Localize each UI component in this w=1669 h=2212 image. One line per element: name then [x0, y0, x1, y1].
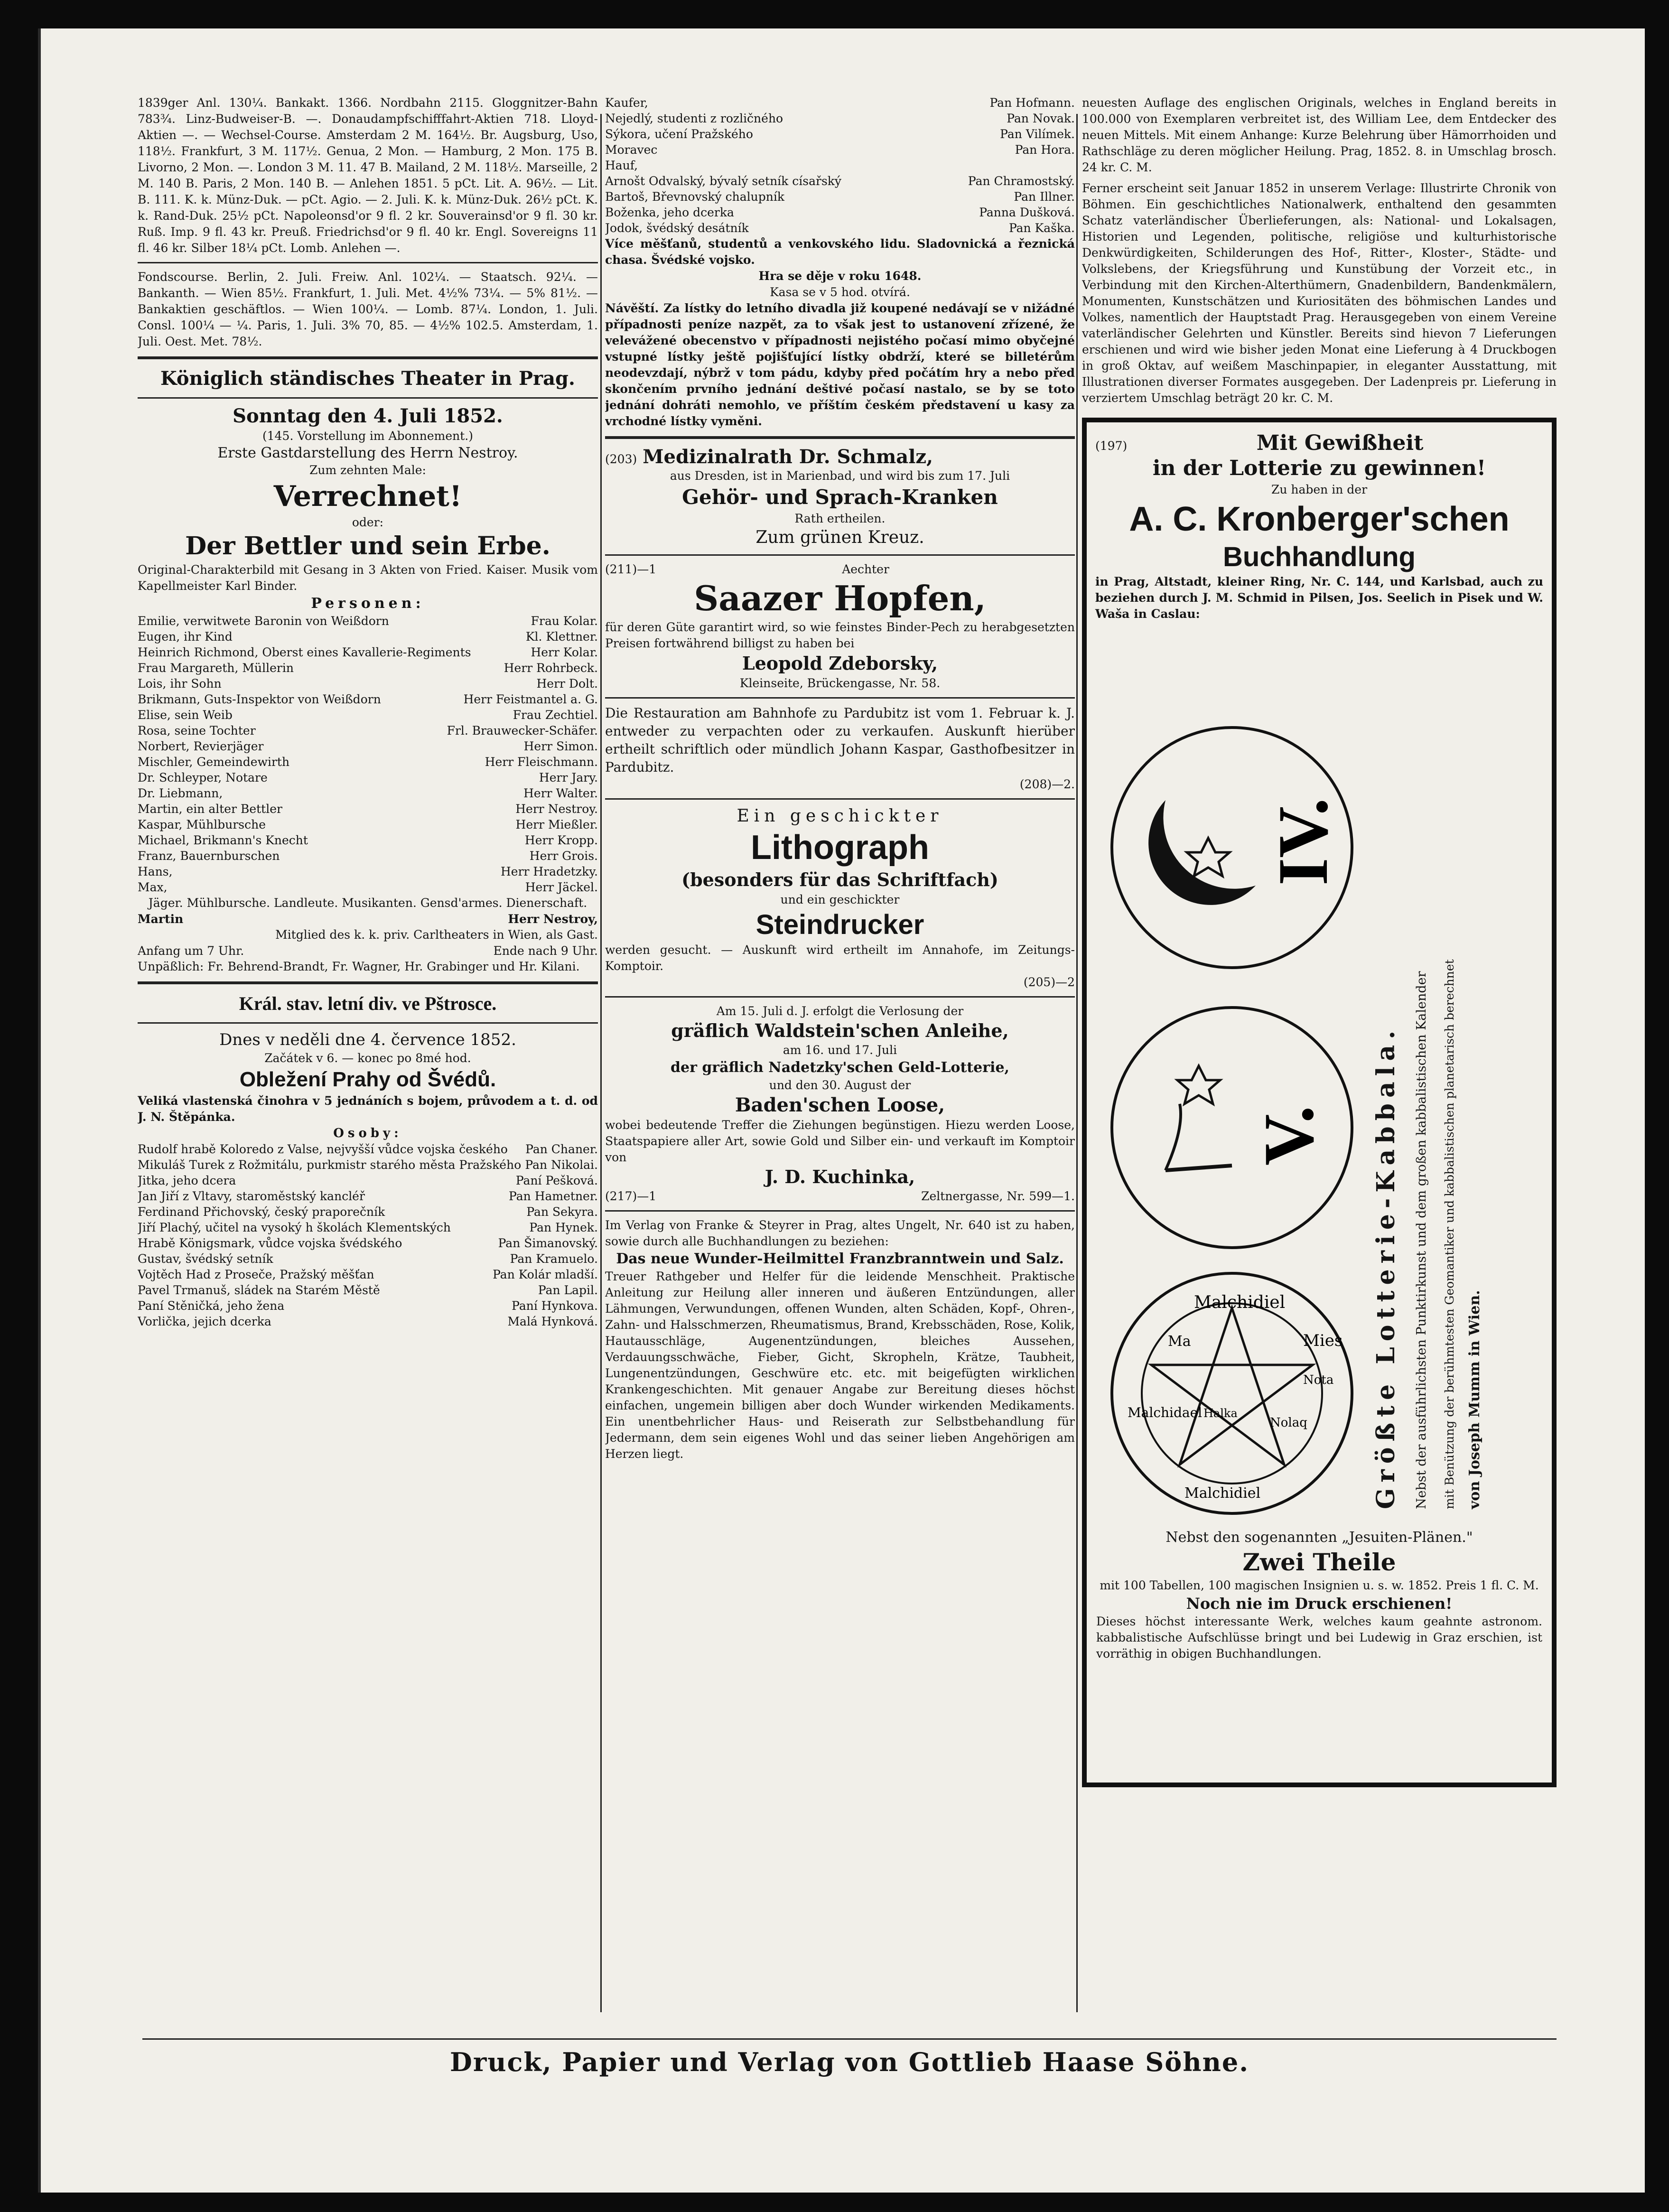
vertical-text: Nebst der ausführlichsten Punktirkunst und dem großen kabbalistischen Kalender	[1414, 971, 1429, 1509]
moon-seal	[1110, 726, 1353, 969]
divider	[138, 356, 598, 359]
sickle-seal	[1110, 1006, 1353, 1249]
column-rule	[600, 114, 602, 2012]
ad-name: Leopold Zdeborsky,	[742, 653, 938, 674]
cast-actor: Pan Kramuelo.	[510, 1252, 598, 1266]
cast-actor: Pan Hora.	[1015, 143, 1075, 157]
cast-role: Moravec	[605, 143, 658, 157]
cz-date: Dnes v neděli dne 4. července 1852.	[219, 1030, 516, 1049]
divider	[605, 1210, 1075, 1212]
cast-row	[605, 158, 1075, 173]
cast-row	[138, 770, 598, 785]
ad-text: Aechter	[842, 562, 889, 576]
osoby: Osoby:	[333, 1126, 402, 1140]
oder: oder:	[352, 515, 384, 529]
theatre-date: Sonntag den 4. Juli 1852.	[233, 405, 503, 427]
cast-row	[138, 644, 598, 660]
ad-text: Noch nie im Druck erschienen!	[1186, 1595, 1453, 1613]
cast-actor: Pan Kolár mladší.	[493, 1268, 598, 1281]
cast-role: Jitka, jeho dcera	[138, 1174, 236, 1187]
start-time: Anfang um 7 Uhr.	[138, 944, 244, 958]
seal-word: Malchidiel	[1194, 1293, 1286, 1312]
cast-row	[138, 1157, 598, 1173]
cast-role: Boženka, jeho dcerka	[605, 205, 734, 219]
lottery-line: Baden'schen Loose,	[735, 1094, 945, 1116]
divider	[605, 798, 1075, 800]
verlag-text: Treuer Rathgeber und Helfer für die leidende Menschheit. Praktische Anleitung zur Heilung aller inneren und äußeren Entzündungen, aller Lähmungen, Verwundungen, offenen Wunden, alten Schäden, Kopf-, Ohren-, Zahn- und Halsschmerzen, Rheumatismus, Brand, Krebsschäden, Rose, Kolik, Hautausschläge, Augenentzündungen, bleiches Aussehen, Verdauungsschwäche, Fieber, Gicht, Skropheln, Krätze, Taubheit, Lungenentzündungen, Geschwüre etc. etc. mit beigefügten wirklichen Krankengeschichten. Mit genauer Angabe zur Bereitung dieses höchst einfachen, ungemein billigen aber doch Wunder wirkenden Medikaments. Ein unentbehrlicher Haus- und Reiserath zur Selbstbehandlung für Jedermann, dem sein eigenes Wohl und das seiner lieben Angehörigen am Herzen liegt.	[605, 1269, 1075, 1461]
ad-title: in der Lotterie zu gewinnen!	[1152, 456, 1486, 480]
cast-row	[138, 1188, 598, 1204]
cz-notice: Návěští. Za lístky do letního divadla již koupené nedávají se v nižádné případnosti peníze nazpět, za to však jest to ustanovení zřízené, že velevážené obecenstvo v případnosti nejistého počasí mimo obyčejné vstupné lístky ještě pojišťující lístky obdrží, které se billetérům neodevzdají, nýbrž v tom pádu, kdyby před počátím hry a nebo před skončením prvního jednání deštivé počasí nastalo, se by se toto jednání dohráti nemohlo, ve příštím českém představení u kasy za vrchodné lístky vyměni.	[605, 301, 1075, 428]
imprint: Druck, Papier und Verlag von Gottlieb Haase Söhne.	[449, 2047, 1249, 2077]
litho-stein: Steindrucker	[755, 909, 924, 940]
cast-row	[138, 707, 598, 723]
theatre-title: Königlich ständisches Theater in Prag.	[160, 367, 575, 390]
cast-role: Mikuláš Turek z Rožmitálu, purkmistr starého města Pražského	[138, 1158, 522, 1172]
cast-role: Jiří Plachý, učitel na vysoký h školách Klementských	[138, 1221, 451, 1234]
cast-row	[138, 1173, 598, 1188]
restaurant-ad: Die Restauration am Bahnhofe zu Pardubitz ist vom 1. Februar k. J. entweder zu verpachten oder zu verkaufen. Auskunft hierüber ertheilt schriftlich oder mündlich Johann Kaspar, Gasthofbesitzer in Pardubitz.	[605, 705, 1075, 775]
lottery-line: der gräflich Nadetzky'schen Geld-Lotterie,	[671, 1059, 1009, 1076]
ad-203	[605, 446, 1075, 468]
cast-row	[138, 1267, 598, 1282]
cast-actor: Pan Novak.	[1007, 112, 1075, 125]
cast-role: Franz, Bauernburschen	[138, 849, 280, 863]
cast-role: Heinrich Richmond, Oberst eines Kavallerie-Regiments	[138, 645, 471, 659]
cast-role: Norbert, Revierjäger	[138, 739, 264, 753]
lottery-line: am 16. und 17. Juli	[783, 1043, 897, 1057]
cast-role: Dr. Liebmann,	[138, 786, 223, 800]
cast-role: Sýkora, učení Pražského	[605, 127, 753, 141]
cast-row	[138, 660, 598, 676]
divider	[605, 436, 1075, 439]
cast-actor: Frau Zechtiel.	[513, 708, 598, 722]
cast-role: Kaspar, Mühlbursche	[138, 818, 266, 831]
vertical-text: mit Benützung der berühmtesten Geomantiker und kabbalistischen planetarisch berechnet	[1443, 959, 1456, 1509]
cast-note: Jäger. Mühlbursche. Landleute. Musikanten. Gensd'armes. Dienerschaft.	[148, 896, 587, 910]
ad-number: (217)—1	[605, 1189, 657, 1203]
cast-row	[605, 189, 1075, 205]
divider	[605, 996, 1075, 998]
ad-text: Rath ertheilen.	[794, 512, 886, 525]
cast-row	[138, 1235, 598, 1251]
cast-role: Martin, ein alter Bettler	[138, 802, 282, 816]
cast-actor: Pan Kaška.	[1008, 221, 1075, 235]
cast-row	[605, 95, 1075, 111]
fonds-course: Fondscourse. Berlin, 2. Juli. Freiw. Anl. 102¼. — Staatsch. 92¼. — Bankanth. — Wien 85½. Frankfurt, 1. Juli. Met. 4½% 73¼. — 5% 81½. — Bankaktien geschäftlos. — Wien 100¼. — Lomb. 87¼. London, 1. Juli. Consl. 100¼ — ¼. Paris, 1. Juli. 3% 70, 85. — 4½% 102.5. Amsterdam, 1. Juli. Oest. Met. 78½.	[138, 270, 598, 348]
cast-role: Dr. Schleyper, Notare	[138, 771, 268, 784]
ad-title: Zwei Theile	[1242, 1548, 1396, 1576]
litho-und: und ein geschickter	[780, 893, 900, 906]
chronik-notice: Ferner erscheint seit Januar 1852 in unserem Verlage: Illustrirte Chronik von Böhmen. Ein geschichtliches Nationalwerk, enthaltend den gesammten Schatz vaterländischer Überlieferungen, als: National- und Lokalsagen, Historien und Legenden, politische, religiöse und kulturhistorische Denkwürdigkeiten, Schilderungen des Hof-, Ritter-, Kloster-, Städte- und Volkslebens, der Kriegsführung und Kunstübung der Vorzeit etc., in Verbindung mit den Kirchen-Alterthümern, Gnadenbildern, Bandenkmälern, Monumenten, Kunstschätzen und Kuriositäten des böhmischen Landes und Volkes, namentlich der Hauptstadt Prag. Herausgegeben von einem Vereine vaterländischer Gelehrten und Künstler. Bereits sind hievon 7 Lieferungen erschienen und wird wie bisher jeden Monat eine Lieferung à 4 Druckbogen in groß Oktav, auf weißem Maschinpapier, in eleganter Ausstattung, mit Illustrationen diverser Formates ausgegeben. Der Ladenpreis pr. Lieferung in verziertem Umschlag beträgt 20 kr. C. M.	[1082, 181, 1557, 405]
cast-actor: Pan Sekyra.	[526, 1205, 598, 1219]
ad-text: mit 100 Tabellen, 100 magischen Insignien u. s. w. 1852. Preis 1 fl. C. M.	[1100, 1578, 1539, 1592]
cast-row	[138, 738, 598, 754]
cast-actor: Pan Lapil.	[538, 1283, 598, 1297]
cast-actor: Frl. Brauwecker-Schäfer.	[447, 724, 598, 737]
cast-actor: Pan Illner.	[1014, 190, 1075, 204]
cast-role: Jan Jiří z Vltavy, staroměstský kancléř	[138, 1189, 365, 1203]
cast-actor: Herr Hradetzky.	[500, 865, 598, 878]
divider	[138, 1022, 598, 1024]
cast-role: Paní Stěničká, jeho žena	[138, 1299, 285, 1313]
book-notice: neuesten Auflage des englischen Originals, welches in England bereits in 100.000 von Exemplaren verbreitet ist, des William Lee, dem Entdecker des neuen Mittels. Mit einem Anhange: Kurze Belehrung über Hämorrhoiden und Rathschläge zu deren möglicher Heilung. Prag, 1852. 8. in Umschlag brosch. 24 kr. C. M.	[1082, 96, 1557, 174]
cz-setting: Hra se děje v roku 1648.	[758, 269, 922, 283]
cast-row	[138, 1314, 598, 1329]
column-3	[1082, 95, 1557, 2022]
ad-text: Zu haben in der	[1271, 483, 1368, 496]
cz-cast-list	[138, 1141, 598, 1329]
kabbala-ad	[1082, 418, 1557, 1787]
cast-role: Hauf,	[605, 159, 638, 172]
seal-word: Halka	[1203, 1407, 1238, 1420]
cast-actor: Herr Mießler.	[515, 818, 598, 831]
ad-big: Saazer Hopfen,	[694, 578, 986, 618]
column-2	[605, 95, 1075, 2022]
lottery-text: wobei bedeutende Treffer die Ziehungen begünstigen. Hiezu werden Loose, Staatspapiere aller Art, sowie Gold und Silber ein- und verkauft im Komptoir von	[605, 1118, 1075, 1164]
ad-title: Medizinalrath Dr. Schmalz,	[643, 446, 933, 468]
ad-text: aus Dresden, ist in Marienbad, und wird bis zum 17. Juli	[670, 469, 1010, 483]
cast-row	[138, 801, 598, 817]
cast-row	[138, 785, 598, 801]
cast-role: Hans,	[138, 865, 173, 878]
cast-actor: Pan Šimanovský.	[498, 1236, 598, 1250]
cz-extras: Více měšťanů, studentů a venkovského lidu. Sladovnická a řeznická chasa. Švédské vojsko.	[605, 237, 1075, 267]
seal-word: Nolaq	[1270, 1416, 1307, 1430]
cast-row	[138, 754, 598, 770]
cast-actor: Herr Kropp.	[524, 833, 598, 847]
seal-word: Nota	[1303, 1373, 1334, 1387]
cast-role: Max,	[138, 880, 168, 894]
cast-row	[138, 629, 598, 644]
cast-actor: Herr Kolar.	[531, 645, 598, 659]
cast-role: Jodok, švédský desátník	[605, 221, 749, 235]
cast-role: Pavel Trmanuš, sládek na Starém Městě	[138, 1283, 380, 1297]
exchange-rates: 1839ger Anl. 130¼. Bankakt. 1366. Nordbahn 2115. Gloggnitzer-Bahn 783¾. Linz-Budweiser-B. —. Donaudampfschifffahrt-Aktien 718. Lloyd-Aktien —. — Wechsel-Course. Amsterdam 2 M. 164½. Br. Augsburg, Uso, 118½. Frankfurt, 3 M. 117½. Genua, 2 Mon. — Hamburg, 2 Mon. 175 B. Livorno, 2 Mon. —. London 3 M. 11. 47 B. Mailand, 2 M. 118½. Marseille, 2 M. 140 B. Paris, 2 Mon. 140 B. — Anlehen 1851. 5 pCt. Lit. A. 96½. — Lit. B. 111. K. k. Münz-Duk. — pCt. Agio. — 2. Juli. K. k. Münz-Duk. 26½ pCt. K. k. Rand-Duk. 25½ pCt. Napoleonsd'or 9 fl. 2 kr. Souverainsd'or 9 fl. 30 kr. Ruß. Imp. 9 fl. 43 kr. Preuß. Friedrichsd'or 9 fl. 40 kr. Engl. Sovereigns 11 fl. 46 kr. Silber 18¼ pCt. Lomb. Anlehen —.	[138, 96, 598, 255]
cast-actor: Frau Kolar.	[531, 614, 598, 628]
divider	[138, 397, 598, 399]
cast-row	[605, 111, 1075, 126]
cast-actor: Herr Walter.	[523, 786, 598, 800]
litho-big: Lithograph	[751, 829, 929, 867]
cast-row	[138, 723, 598, 738]
litho-sub: (besonders für das Schriftfach)	[681, 869, 998, 890]
play-title: Verrechnet!	[273, 480, 462, 513]
cast-actor: Pan Chramostský.	[968, 174, 1075, 188]
seal-numeral: V.	[1249, 1105, 1328, 1166]
cast-actor: Pan Hametner.	[509, 1189, 598, 1203]
cast-actor: Paní Pešková.	[515, 1174, 598, 1187]
ad-head	[1095, 431, 1543, 455]
cast-role: Frau Margareth, Müllerin	[138, 661, 294, 675]
ad-text: Nebst den sogenannten „Jesuiten-Plänen."	[1166, 1529, 1473, 1546]
cast-role: Brikmann, Guts-Inspektor von Weißdorn	[138, 692, 381, 706]
cast-row	[138, 817, 598, 832]
cast-row	[138, 691, 598, 707]
lottery-line: und den 30. August der	[769, 1078, 911, 1092]
cast-actor: Paní Hynkova.	[512, 1299, 598, 1313]
ad-shop: Buchhandlung	[1223, 541, 1416, 572]
ad-text: für deren Güte garantirt wird, so wie feinstes Binder-Pech zu herabgesetzten Preisen fortwährend billigst zu haben bei	[605, 620, 1075, 650]
ad-address: Kleinseite, Brückengasse, Nr. 58.	[739, 676, 941, 690]
verlag-text: Im Verlag von Franke & Steyrer in Prag, altes Ungelt, Nr. 640 ist zu haben, sowie durch alle Buchhandlungen zu beziehen:	[605, 1218, 1075, 1248]
ad-address: Zeltnergasse, Nr. 599—1.	[921, 1189, 1075, 1203]
cast-actor: Herr Jary.	[539, 771, 598, 784]
cz-play-title: Obležení Prahy od Švédů.	[239, 1068, 496, 1091]
cast-role: Rosa, seine Tochter	[138, 724, 256, 737]
ad-211-head	[605, 561, 1075, 578]
divider	[605, 554, 1075, 556]
ad-text: Dieses höchst interessante Werk, welches kaum geahnte astronom. kabbalistische Aufschlüsse bringt und bei Ludewig in Graz erschien, ist vorräthig in obigen Buchhandlungen.	[1096, 1615, 1542, 1661]
lottery-line: Am 15. Juli d. J. erfolgt die Verlosung der	[716, 1004, 964, 1018]
litho-text: werden gesucht. — Auskunft wird ertheilt im Annahofe, im Zeitungs-Komptoir.	[605, 943, 1075, 973]
cast-role: Lois, ihr Sohn	[138, 677, 222, 691]
cast-row	[138, 864, 598, 879]
divider	[138, 262, 598, 263]
cast-role: Michael, Brikmann's Knecht	[138, 833, 308, 847]
times	[138, 943, 598, 959]
divider	[605, 697, 1075, 699]
cast-actor: Herr Jäckel.	[525, 880, 598, 894]
cast-row	[138, 911, 598, 927]
cast-actor: Pan Nikolai.	[525, 1158, 598, 1172]
vertical-author: von Joseph Mumm in Wien.	[1466, 1290, 1483, 1509]
cast-row	[138, 1251, 598, 1267]
cast-row	[138, 1220, 598, 1235]
cast-actor: Pan Vilímek.	[1000, 127, 1075, 141]
cast-row	[138, 832, 598, 848]
cast-role: Vorlička, jejich dcerka	[138, 1315, 271, 1328]
cast-row	[138, 1141, 598, 1157]
play-description: Original-Charakterbild mit Gesang in 3 Akten von Fried. Kaiser. Musik vom Kapellmeister Karl Binder.	[138, 563, 598, 593]
cast-role: Bartoš, Břevnovský chalupník	[605, 190, 784, 204]
cast-role: Emilie, verwitwete Baronin von Weißdorn	[138, 614, 389, 628]
footer-rule	[142, 2038, 1557, 2040]
ad-bottom	[1096, 1528, 1542, 1662]
cast-role: Kaufer,	[605, 96, 648, 110]
cast-role: Gustav, švédský setník	[138, 1252, 273, 1266]
seal-numeral: IV.	[1264, 798, 1343, 886]
cast-row	[605, 126, 1075, 142]
cz-cast-cont	[605, 95, 1075, 236]
theatre-guest: Erste Gastdarstellung des Herrn Nestroy.	[217, 445, 518, 461]
cz-start: Začátek v 6. — konec po 8mé hod.	[264, 1051, 471, 1065]
ad-title: Mit Gewißheit	[1256, 431, 1424, 455]
cast-row	[605, 173, 1075, 189]
cast-role: Hrabě Königsmark, vůdce vojska švédského	[138, 1236, 402, 1250]
cast-row	[605, 142, 1075, 158]
cast-row	[605, 220, 1075, 236]
lottery-line: gräflich Waldstein'schen Anleihe,	[671, 1020, 1009, 1041]
cast-actor: Herr Feistmantel a. G.	[463, 692, 598, 706]
verlag-title: Das neue Wunder-Heilmittel Franzbranntwein und Salz.	[616, 1251, 1064, 1267]
cast-actor: Herr Dolt.	[536, 677, 598, 691]
ad-number: (211)—1	[605, 562, 657, 576]
ad-text: Zum grünen Kreuz.	[755, 528, 924, 547]
cast-role: Ferdinand Přichovský, český praporečník	[138, 1205, 385, 1219]
cast-row	[138, 848, 598, 864]
cast-role: Nejedlý, studenti z rozličného	[605, 112, 783, 125]
cast-row	[138, 676, 598, 691]
cast-role: Martin	[138, 912, 184, 926]
cast-actor: Pan Hynek.	[529, 1221, 598, 1234]
vertical-title: Größte Lotterie-Kabbala.	[1371, 1025, 1400, 1509]
seal-word: Ma	[1168, 1333, 1191, 1350]
sickle-star-icon	[1113, 1009, 1351, 1246]
cast-role: Vojtěch Had z Proseče, Pražský měšťan	[138, 1268, 374, 1281]
cast-role: Eugen, ihr Kind	[138, 630, 233, 644]
cast-row	[138, 613, 598, 629]
ad-shop: A. C. Kronberger'schen	[1129, 500, 1510, 538]
cz-box-office: Kasa se v 5 hod. otvírá.	[770, 285, 910, 299]
litho-top: Ein geschickter	[737, 806, 943, 826]
ad-big: Gehör- und Sprach-Kranken	[682, 485, 998, 509]
seal-word: Mies	[1303, 1331, 1343, 1350]
ad-number: (205)—2	[1023, 975, 1075, 989]
cast-actor: Kl. Klettner.	[525, 630, 598, 644]
cast-row	[138, 1298, 598, 1314]
pentagram-seal	[1110, 1272, 1353, 1515]
cast-actor: Herr Rohrbeck.	[503, 661, 598, 675]
cast-actor: Herr Nestroy.	[515, 802, 598, 816]
cast-role: Arnošt Odvalský, bývalý setník císařský	[605, 174, 842, 188]
end-time: Ende nach 9 Uhr.	[493, 944, 598, 958]
cast-actor: Panna Dušková.	[979, 205, 1075, 219]
theatre-count: Zum zehnten Male:	[309, 463, 426, 477]
seal-word: Malchidiel	[1184, 1485, 1261, 1502]
ad-number: (208)—2.	[1019, 777, 1075, 791]
column-1	[138, 95, 598, 2022]
ad-number: (203)	[605, 452, 637, 466]
cast-actor: Herr Fleischmann.	[485, 755, 598, 769]
pentagram-icon	[1113, 1275, 1351, 1512]
cast-actor: Pan Chaner.	[525, 1142, 598, 1156]
cast-row	[138, 1282, 598, 1298]
cast-row	[138, 879, 598, 895]
cast-actor: Malá Hynková.	[507, 1315, 598, 1328]
lottery-name: J. D. Kuchinka,	[765, 1166, 915, 1187]
ad-location: in Prag, Altstadt, kleiner Ring, Nr. C. 144, und Karlsbad, auch zu beziehen durch J. M. Schmid in Pilsen, Jos. Seelich in Pisek und W. Waša in Caslau:	[1095, 575, 1543, 621]
cast-row	[138, 1204, 598, 1220]
lottery-foot	[605, 1188, 1075, 1204]
cast-actor: Herr Nestroy,	[508, 912, 598, 926]
guest-note: Mitglied des k. k. priv. Carltheaters in Wien, als Gast.	[275, 928, 598, 942]
cast-list	[138, 613, 598, 895]
cast-row	[605, 205, 1075, 220]
cast-role: Mischler, Gemeindewirth	[138, 755, 290, 769]
cast-actor: Herr Simon.	[523, 739, 598, 753]
cast-role: Rudolf hrabě Koloredo z Valse, nejvyšší vůdce vojska českého	[138, 1142, 508, 1156]
play-subtitle: Der Bettler und sein Erbe.	[185, 532, 550, 560]
cast-role: Elise, sein Weib	[138, 708, 233, 722]
cz-theatre-title: Král. stav. letní div. ve Pštrosce.	[239, 993, 497, 1014]
moon-star-icon	[1113, 729, 1351, 966]
seal-word: Malchidael	[1128, 1405, 1203, 1420]
ad-number: (197)	[1095, 439, 1128, 453]
column-rule	[1076, 114, 1078, 2012]
theatre-sub: (145. Vorstellung im Abonnement.)	[262, 429, 474, 443]
indisposed: Unpäßlich: Fr. Behrend-Brandt, Fr. Wagner, Hr. Grabinger und Hr. Kilani.	[138, 960, 580, 973]
cz-play-desc: Veliká vlastenská činohra v 5 jednáních s bojem, průvodem a t. d. od J. N. Štěpánka.	[138, 1094, 598, 1124]
cast-actor: Herr Grois.	[529, 849, 598, 863]
personen: Personen:	[311, 595, 425, 612]
cast-actor: Pan Hofmann.	[989, 96, 1075, 110]
divider	[138, 981, 598, 984]
